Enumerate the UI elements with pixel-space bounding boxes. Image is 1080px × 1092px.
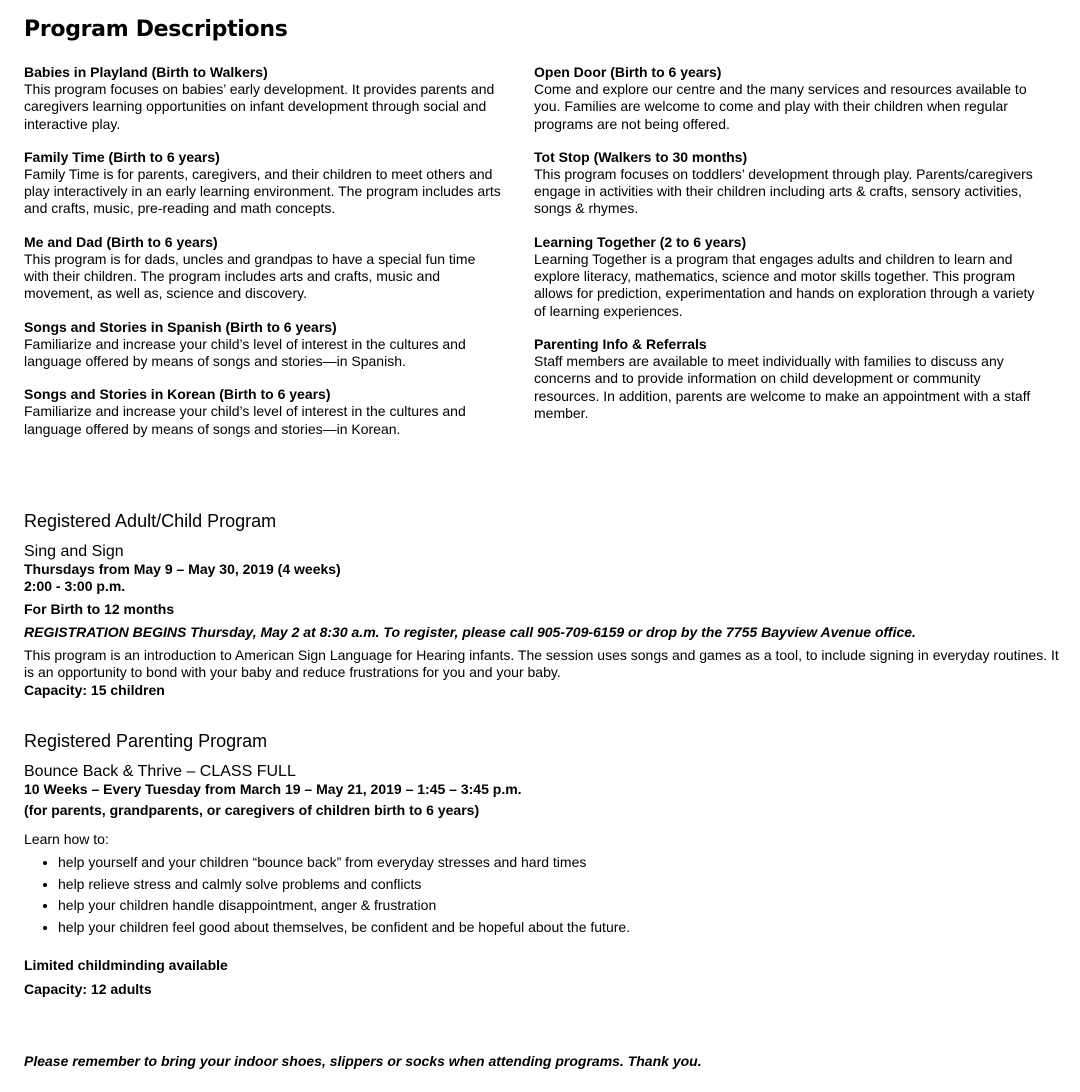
- program-name: Bounce Back & Thrive – CLASS FULL: [24, 763, 296, 780]
- program-description: Come and explore our centre and the many services and resources available to you. Families are welcome to come and play with their children when regular programs are not being offered.: [534, 81, 1027, 132]
- registered-parenting-section: [24, 729, 1064, 998]
- section-heading: Registered Adult/Child Program: [24, 511, 277, 531]
- program-songs-stories-spanish: [24, 319, 504, 371]
- program-tot-stop: [534, 149, 1049, 218]
- list-item: • help your children feel good about themselves, be confident and be hopeful about the future.: [58, 917, 1064, 939]
- program-description: This program focuses on babies’ early development. It provides parents and caregivers learning opportunities on infant development through social and interactive play.: [24, 81, 495, 132]
- program-title: Babies in Playland (Birth to Walkers): [24, 64, 268, 80]
- registration-notice: REGISTRATION BEGINS Thursday, May 2 at 8:30 a.m. To register, please call 905-709-6159 or drop by the 7755 Bayview Avenue office.: [24, 624, 916, 640]
- program-description: This program is an introduction to American Sign Language for Hearing infants. The session uses songs and games as a tool, to include signing in everyday routines. It is an opportunity to bond with your baby and reduce frustrations for you and your baby.: [24, 647, 1059, 681]
- program-title: Parenting Info & Referrals: [534, 335, 707, 352]
- program-time: 2:00 - 3:00 p.m.: [24, 578, 126, 594]
- program-title: Songs and Stories in Korean (Birth to 6 years): [24, 386, 331, 403]
- footer-note: Please remember to bring your indoor shoes, slippers or socks when attending programs. Thank you.: [24, 1053, 702, 1069]
- program-description: Staff members are available to meet individually with families to discuss any concerns and to provide information on child development or community resources. In addition, parents are welcome to make an appointment with a staff member.: [534, 352, 1031, 421]
- program-family-time: [24, 149, 504, 218]
- program-title: Songs and Stories in Spanish (Birth to 6 years): [24, 318, 337, 335]
- program-audience: (for parents, grandparents, or caregivers of children birth to 6 years): [24, 802, 480, 818]
- program-description: Familiarize and increase your child’s level of interest in the cultures and language offered by means of songs and stories—in Spanish.: [24, 335, 466, 369]
- registered-adult-child-section: [24, 509, 1064, 699]
- program-description: This program focuses on toddlers’ development through play. Parents/caregivers engage in activities with their children including arts & crafts, sensory activities, songs & rhymes.: [534, 165, 1033, 217]
- program-songs-stories-korean: [24, 386, 504, 438]
- program-learning-together: [534, 234, 1049, 320]
- learn-intro: Learn how to:: [24, 831, 109, 847]
- program-title: Open Door (Birth to 6 years): [534, 64, 722, 80]
- childminding-note: Limited childminding available: [24, 956, 228, 973]
- programs-left-column: [24, 64, 504, 454]
- program-title: Tot Stop (Walkers to 30 months): [534, 148, 748, 165]
- section-heading: Registered Parenting Program: [24, 731, 268, 751]
- list-item: • help yourself and your children “bounce back” from everyday stresses and hard times: [58, 852, 1064, 874]
- program-schedule: 10 Weeks – Every Tuesday from March 19 – May 21, 2019 – 1:45 – 3:45 p.m.: [24, 781, 522, 797]
- program-description: This program is for dads, uncles and grandpas to have a special fun time with their children. The program includes arts and crafts, music and movement, as well as, science and discovery.: [24, 250, 476, 302]
- programs-right-column: [534, 64, 1049, 438]
- program-dates: Thursdays from May 9 – May 30, 2019 (4 weeks): [24, 561, 341, 577]
- list-item: • help relieve stress and calmly solve problems and conflicts: [58, 874, 1064, 896]
- program-title: Learning Together (2 to 6 years): [534, 233, 747, 250]
- program-me-and-dad: [24, 234, 504, 303]
- program-ages: For Birth to 12 months: [24, 601, 175, 617]
- program-description: Family Time is for parents, caregivers, and their children to meet others and play interactively in an early learning environment. The program includes arts and crafts, music, pre-reading and math concepts.: [24, 165, 501, 217]
- program-title: Me and Dad (Birth to 6 years): [24, 233, 218, 250]
- program-name: Sing and Sign: [24, 543, 124, 560]
- program-title: Family Time (Birth to 6 years): [24, 148, 220, 165]
- program-capacity: Capacity: 15 children: [24, 681, 165, 698]
- program-description: Familiarize and increase your child’s level of interest in the cultures and language offered by means of songs and stories—in Korean.: [24, 403, 466, 437]
- program-open-door: [534, 64, 1049, 133]
- list-item: • help your children handle disappointment, anger & frustration: [58, 895, 1064, 917]
- program-capacity: Capacity: 12 adults: [24, 980, 152, 997]
- page-title: Program Descriptions: [24, 17, 288, 42]
- program-description: Learning Together is a program that engages adults and children to learn and explore literacy, mathematics, science and motor skills together. This program allows for prediction, experimentation and hands on exploration through a variety of learning experiences.: [534, 250, 1035, 319]
- learning-goals-list: [24, 852, 1064, 939]
- program-parenting-info: [534, 336, 1049, 422]
- program-babies-in-playland: [24, 64, 504, 133]
